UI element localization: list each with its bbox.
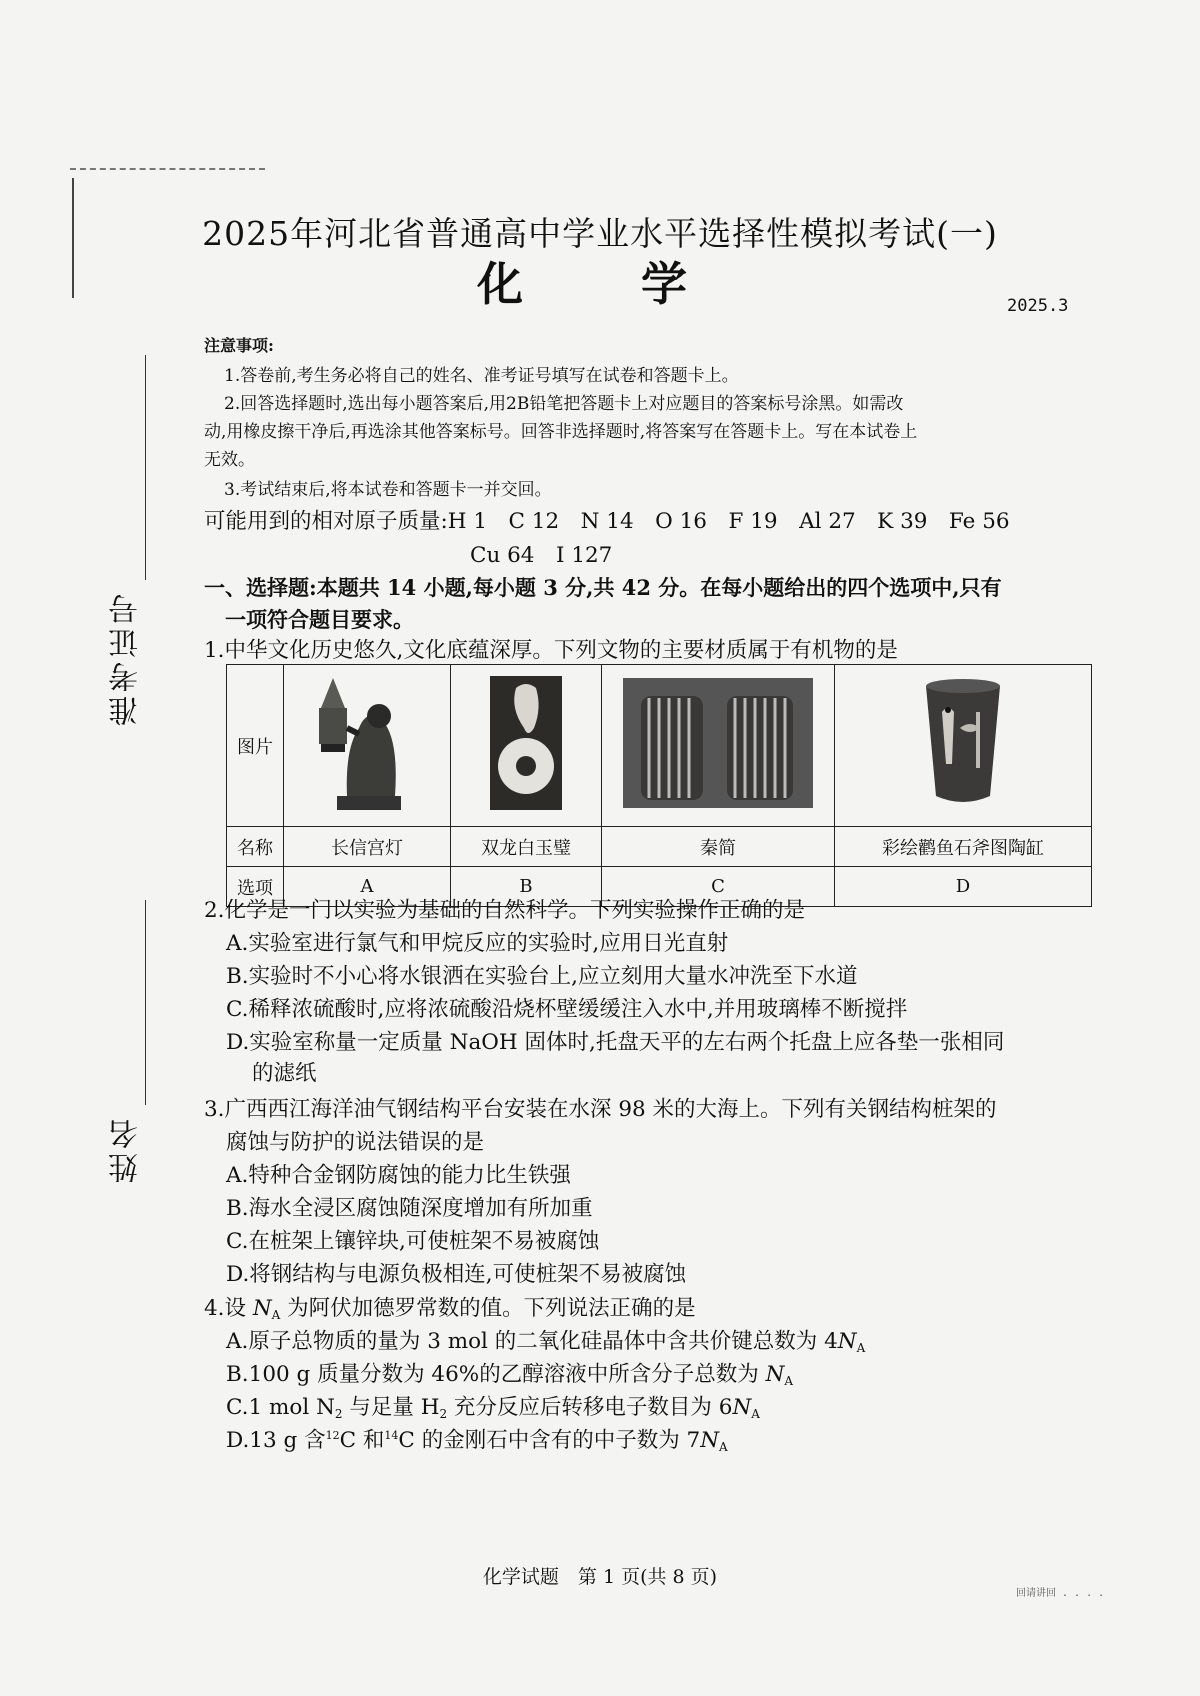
notice-line: 2.回答选择题时,选出每小题答案后,用2B铅笔把答题卡上对应题目的答案标号涂黑。如需改 — [224, 394, 904, 414]
artifact-image-lamp — [284, 665, 451, 827]
atomic-mass-line: 可能用到的相对原子质量:H 1 C 12 N 14 O 16 F 19 Al 27 K 39 Fe 56 — [204, 509, 1010, 534]
section-heading: 一、选择题:本题共 14 小题,每小题 3 分,共 42 分。在每小题给出的四个选项中,只有 — [204, 575, 1002, 600]
notice-line: 3.考试结束后,将本试卷和答题卡一并交回。 — [224, 480, 552, 500]
question-4-stem: 4.设 $N_A$ 为阿伏加德罗常数的值。下列说法正确的是 — [204, 1296, 696, 1322]
subject-title: 化 学 — [477, 257, 723, 311]
name-line — [145, 900, 146, 1105]
row-label-option: 选项 — [227, 867, 284, 907]
row-label-name: 名称 — [227, 827, 284, 867]
question-2-stem: 2.化学是一门以实验为基础的自然科学。下列实验操作正确的是 — [204, 898, 806, 923]
notice-line: 1.答卷前,考生务必将自己的姓名、准考证号填写在试卷和答题卡上。 — [224, 366, 739, 386]
option-letter: B — [451, 867, 602, 907]
artifact-name: 秦简 — [602, 827, 835, 867]
q3-option-b: B.海水全浸区腐蚀随深度增加有所加重 — [226, 1196, 593, 1221]
q4-option-b: B.100 g 质量分数为 46%的乙醇溶液中所含分子总数为 $N_A$ — [226, 1362, 794, 1388]
q4-option-c: C.1 mol $N_2$ 与足量 $H_2$ 充分反应后转移电子数目为 $6N_A$ — [226, 1395, 760, 1421]
row-label-picture: 图片 — [227, 665, 284, 827]
artifact-image-bamboo-slips — [602, 665, 835, 827]
q2-option-d-cont: 的滤纸 — [252, 1061, 317, 1086]
q2-option-c: C.稀释浓硫酸时,应将浓硫酸沿烧杯壁缓缓注入水中,并用玻璃棒不断搅拌 — [226, 997, 908, 1022]
question-3-stem: 3.广西西江海洋油气钢结构平台安装在水深 98 米的大海上。下列有关钢结构桩架的 — [204, 1097, 997, 1122]
atomic-mass-line: Cu 64 I 127 — [470, 543, 613, 568]
option-letter: D — [835, 867, 1092, 907]
option-letter: A — [284, 867, 451, 907]
ticket-number-line — [145, 355, 146, 580]
notice-line: 无效。 — [204, 450, 255, 470]
ticket-number-label: 准考证号 — [109, 590, 144, 726]
section-heading: 一项符合题目要求。 — [225, 607, 414, 632]
q3-option-d: D.将钢结构与电源负极相连,可使桩架不易被腐蚀 — [226, 1262, 687, 1287]
artifact-name: 长信宫灯 — [284, 827, 451, 867]
artifact-image-pottery-jar — [835, 665, 1092, 827]
notice-line: 动,用橡皮擦干净后,再选涂其他答案标号。回答非选择题时,将答案写在答题卡上。写在本试卷上 — [204, 422, 918, 442]
page-footer: 化学试题 第 1 页(共 8 页) — [482, 1566, 718, 1588]
q2-option-b: B.实验时不小心将水银洒在实验台上,应立刻用大量水冲洗至下水道 — [226, 964, 858, 989]
q4-option-a: A.原子总物质的量为 3 mol 的二氧化硅晶体中含共价键总数为 $4N_A$ — [226, 1329, 866, 1355]
artifact-name: 双龙白玉璧 — [451, 827, 602, 867]
option-letter: C — [602, 867, 835, 907]
q2-option-a: A.实验室进行氯气和甲烷反应的实验时,应用日光直射 — [226, 931, 729, 956]
name-label: 姓名 — [109, 1115, 144, 1183]
q3-option-c: C.在桩架上镶锌块,可使桩架不易被腐蚀 — [226, 1229, 600, 1254]
q4-option-d: D.13 g 含$^{12}$C 和$^{14}$C 的金刚石中含有的中子数为 $7N_A$ — [226, 1428, 728, 1454]
artifact-name: 彩绘鹳鱼石斧图陶缸 — [835, 827, 1092, 867]
artifact-image-jade — [451, 665, 602, 827]
question-3-stem-cont: 腐蚀与防护的说法错误的是 — [226, 1130, 485, 1155]
footer-code: 回请讲回 . . . . — [1016, 1588, 1105, 1599]
q1-artifact-table — [226, 664, 1092, 907]
exam-date: 2025.3 — [1007, 296, 1069, 316]
q2-option-d: D.实验室称量一定质量 NaOH 固体时,托盘天平的左右两个托盘上应各垫一张相同 — [226, 1030, 1005, 1055]
question-1-stem: 1.中华文化历史悠久,文化底蕴深厚。下列文物的主要材质属于有机物的是 — [204, 638, 898, 663]
notice-heading: 注意事项: — [204, 336, 274, 355]
exam-title: 2025年河北省普通高中学业水平选择性模拟考试(一) — [202, 214, 998, 253]
corner-dashed-line — [70, 168, 265, 170]
q3-option-a: A.特种合金钢防腐蚀的能力比生铁强 — [226, 1163, 571, 1188]
